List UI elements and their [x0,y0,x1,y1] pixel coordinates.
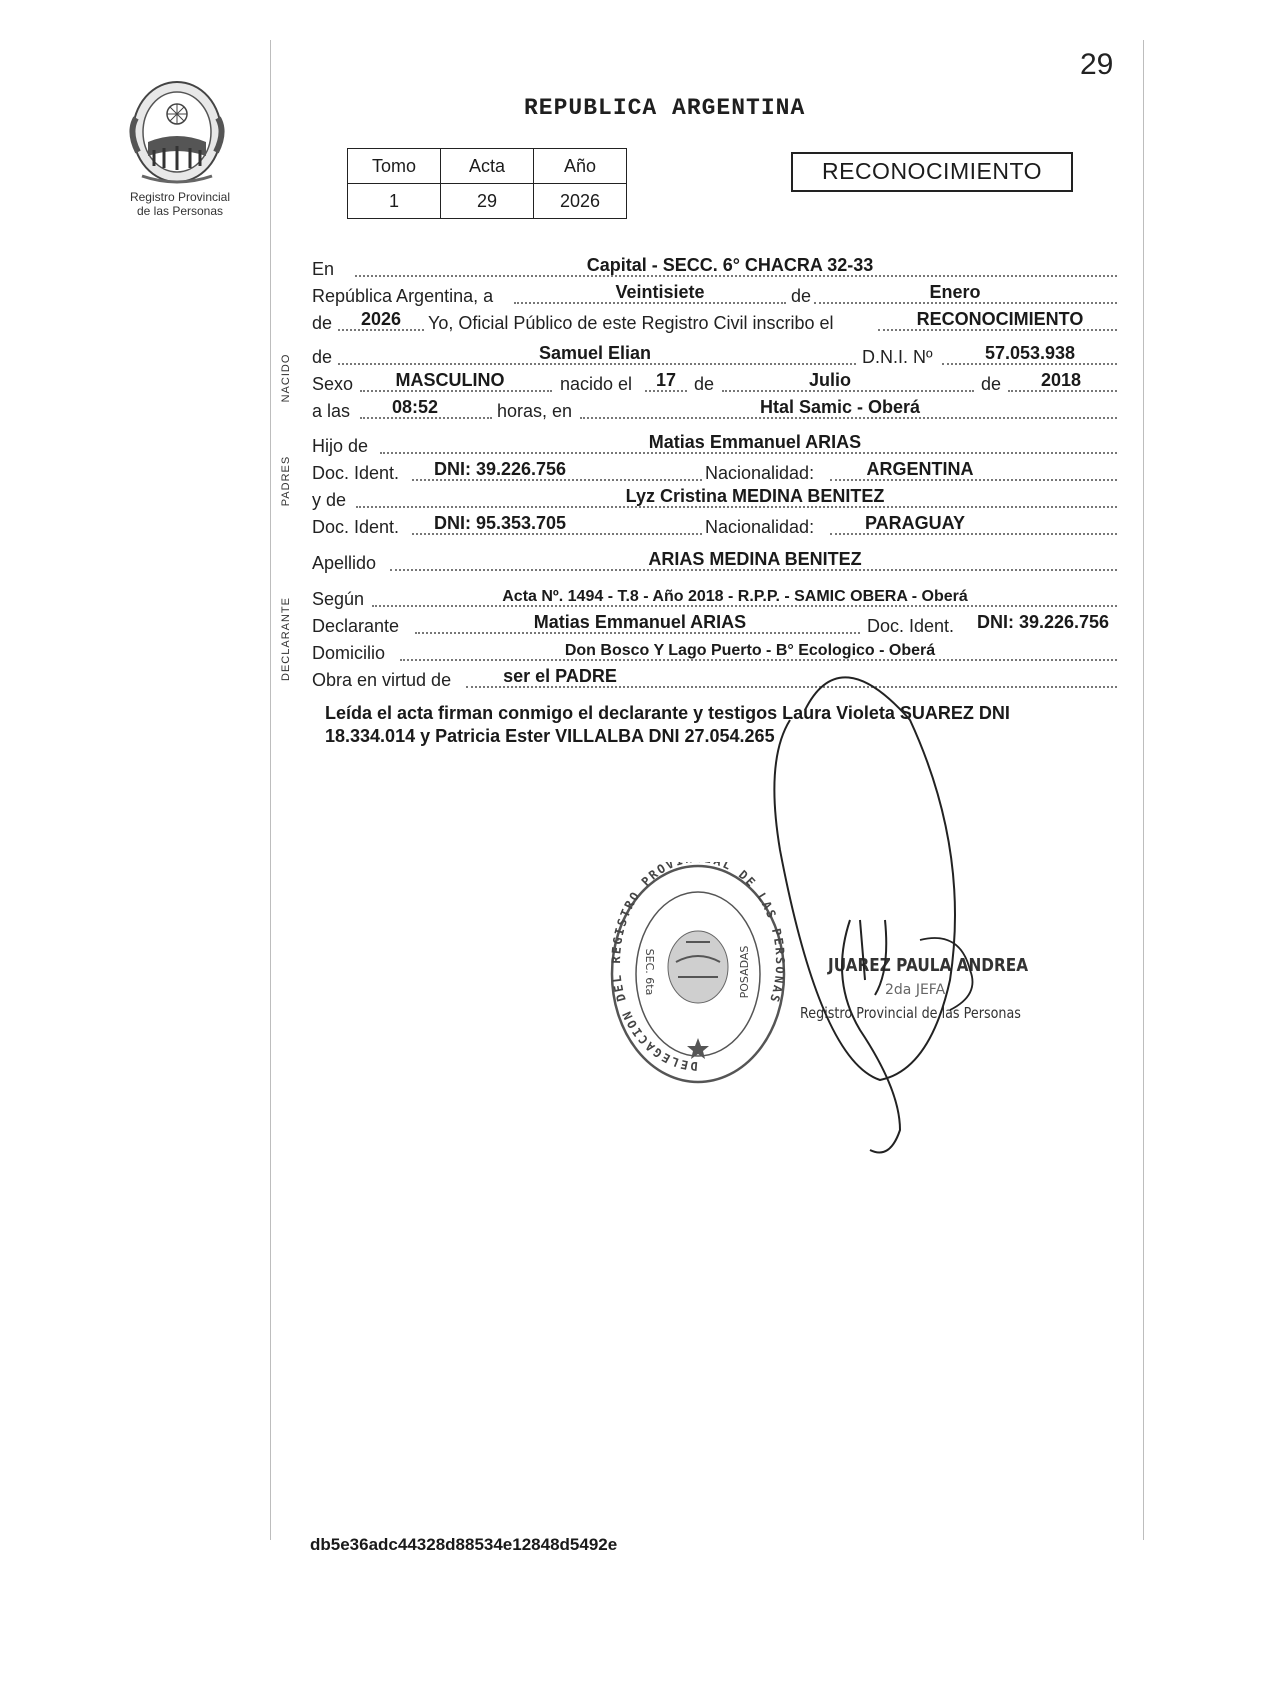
value-nac-dia: 17 [655,370,677,390]
signatory-org: Registro Provincial de las Personas [800,1004,1021,1022]
label-apellido: Apellido [312,553,377,573]
label-de-anio: de [312,313,333,333]
value-declarante-doc: DNI: 39.226.756 [976,612,1110,632]
tomo-value-anio: 2026 [534,184,627,219]
label-doc-ident-padre: Doc. Ident. [312,463,400,483]
document-hash: db5e36adc44328d88534e12848d5492e [310,1535,618,1554]
line-segun [0,588,1269,612]
document-title: REPUBLICA ARGENTINA [524,95,806,121]
line-en [0,255,1269,282]
act-type-box: RECONOCIMIENTO [791,152,1073,192]
line-padre [0,432,1269,459]
line-hora [0,397,1269,424]
value-acto: RECONOCIMIENTO [916,309,1084,329]
tomo-header-anio: Año [534,149,627,184]
stamp-inner-left: SEC. 6ta [643,948,656,996]
handwritten-signature [770,650,1010,1160]
label-de-nac-anio: de [981,374,1002,394]
label-nacido-el: nacido el [560,374,633,394]
line-madre [0,486,1269,513]
section-label-declarante: DECLARANTE [280,597,292,681]
label-doc-ident-declarante: Doc. Ident. [867,616,955,636]
label-doc-ident-madre: Doc. Ident. [312,517,400,537]
tomo-acta-table [347,148,627,219]
label-yo-oficial: Yo, Oficial Público de este Registro Civil inscribo el [428,313,834,333]
value-dni: 57.053.938 [984,343,1076,363]
label-nacionalidad-madre: Nacionalidad: [705,517,815,537]
value-obra-en-virtud: ser el PADRE [503,666,617,686]
value-nac-anio: 2018 [1040,370,1082,390]
value-declarante: Matias Emmanuel ARIAS [533,612,747,632]
line-sexo [0,370,1269,397]
value-lugar-nac: Htal Samic - Oberá [759,397,921,417]
registry-name-line1: Registro Provincial [129,190,231,204]
provincia-de-misiones-seal-icon [120,80,235,190]
label-republica-a: República Argentina, a [312,286,494,306]
value-mes: Enero [929,282,981,302]
stamp-inner-right: POSADAS [738,945,751,999]
value-madre-nac: PARAGUAY [864,513,966,533]
line-domicilio [0,642,1269,666]
tomo-header-tomo: Tomo [348,149,441,184]
value-domicilio: Don Bosco Y Lago Puerto - B° Ecologico - Oberá [564,642,936,659]
value-segun: Acta Nº. 1494 - T.8 - Año 2018 - R.P.P. - SAMIC OBERA - Oberá [502,588,968,605]
label-dni-no: D.N.I. Nº [862,347,933,367]
tomo-value-tomo: 1 [348,184,441,219]
label-obra-en-virtud: Obra en virtud de [312,670,452,690]
value-apellido: ARIAS MEDINA BENITEZ [648,549,862,569]
label-domicilio: Domicilio [312,643,386,663]
value-hora: 08:52 [391,397,439,417]
page-number: 29 [1080,48,1114,81]
stamp-ring-text: DELEGACION DEL REGISTRO PROV L DE LAS PERSONAS [608,862,788,1074]
label-nacionalidad-padre: Nacionalidad: [705,463,815,483]
value-padre: Matias Emmanuel ARIAS [648,432,862,452]
value-lugar: Capital - SECC. 6° CHACRA 32-33 [586,255,874,275]
round-stamp-icon [608,862,788,1092]
label-y-de: y de [312,490,347,510]
value-madre: Lyz Cristina MEDINA BENITEZ [625,486,885,506]
section-label-padres: PADRES [280,455,292,507]
label-en: En [312,259,335,279]
official-stamp [608,862,788,1092]
tomo-header-row [348,149,627,184]
label-hijo-de: Hijo de [312,436,369,456]
registry-name [110,190,250,218]
value-anio: 2026 [360,309,402,329]
line-apellido [0,549,1269,576]
value-padre-nac: ARGENTINA [866,459,974,479]
line-obra-en-virtud [0,666,1269,693]
registry-seal [120,80,235,190]
value-dia: Veintisiete [615,282,705,302]
value-nombre: Samuel Elian [538,343,652,363]
tomo-value-row [348,184,627,219]
signature-icon [770,650,1010,1160]
label-de-nombre: de [312,347,333,367]
label-sexo: Sexo [312,374,354,394]
line-nombre [0,343,1269,370]
signatory-role: 2da JEFA [885,982,946,998]
value-padre-doc: DNI: 39.226.756 [433,459,567,479]
line-declarante [0,612,1269,639]
label-a-las: a las [312,401,351,421]
tomo-header-acta: Acta [441,149,534,184]
label-horas-en: horas, en [497,401,573,421]
label-declarante: Declarante [312,616,400,636]
label-de-nac-mes: de [694,374,715,394]
label-de-mes: de [791,286,812,306]
signatory-name: JUAREZ PAULA ANDREA [828,955,1029,976]
closing-line2: 18.334.014 y Patricia Ester VILLALBA DNI 27.054.265 [325,726,775,746]
tomo-value-acta: 29 [441,184,534,219]
line-anio-acto [0,309,1269,336]
line-madre-doc [0,513,1269,540]
section-label-nacido: NACIDO [280,353,292,403]
value-sexo: MASCULINO [395,370,505,390]
label-segun: Según [312,589,365,609]
value-nac-mes: Julio [808,370,851,390]
value-madre-doc: DNI: 95.353.705 [433,513,567,533]
closing-line1: Leída el acta firman conmigo el declarante y testigos Laura Violeta SUAREZ DNI [325,703,1010,723]
line-fecha [0,282,1269,309]
registry-name-line2: de las Personas [136,204,224,218]
